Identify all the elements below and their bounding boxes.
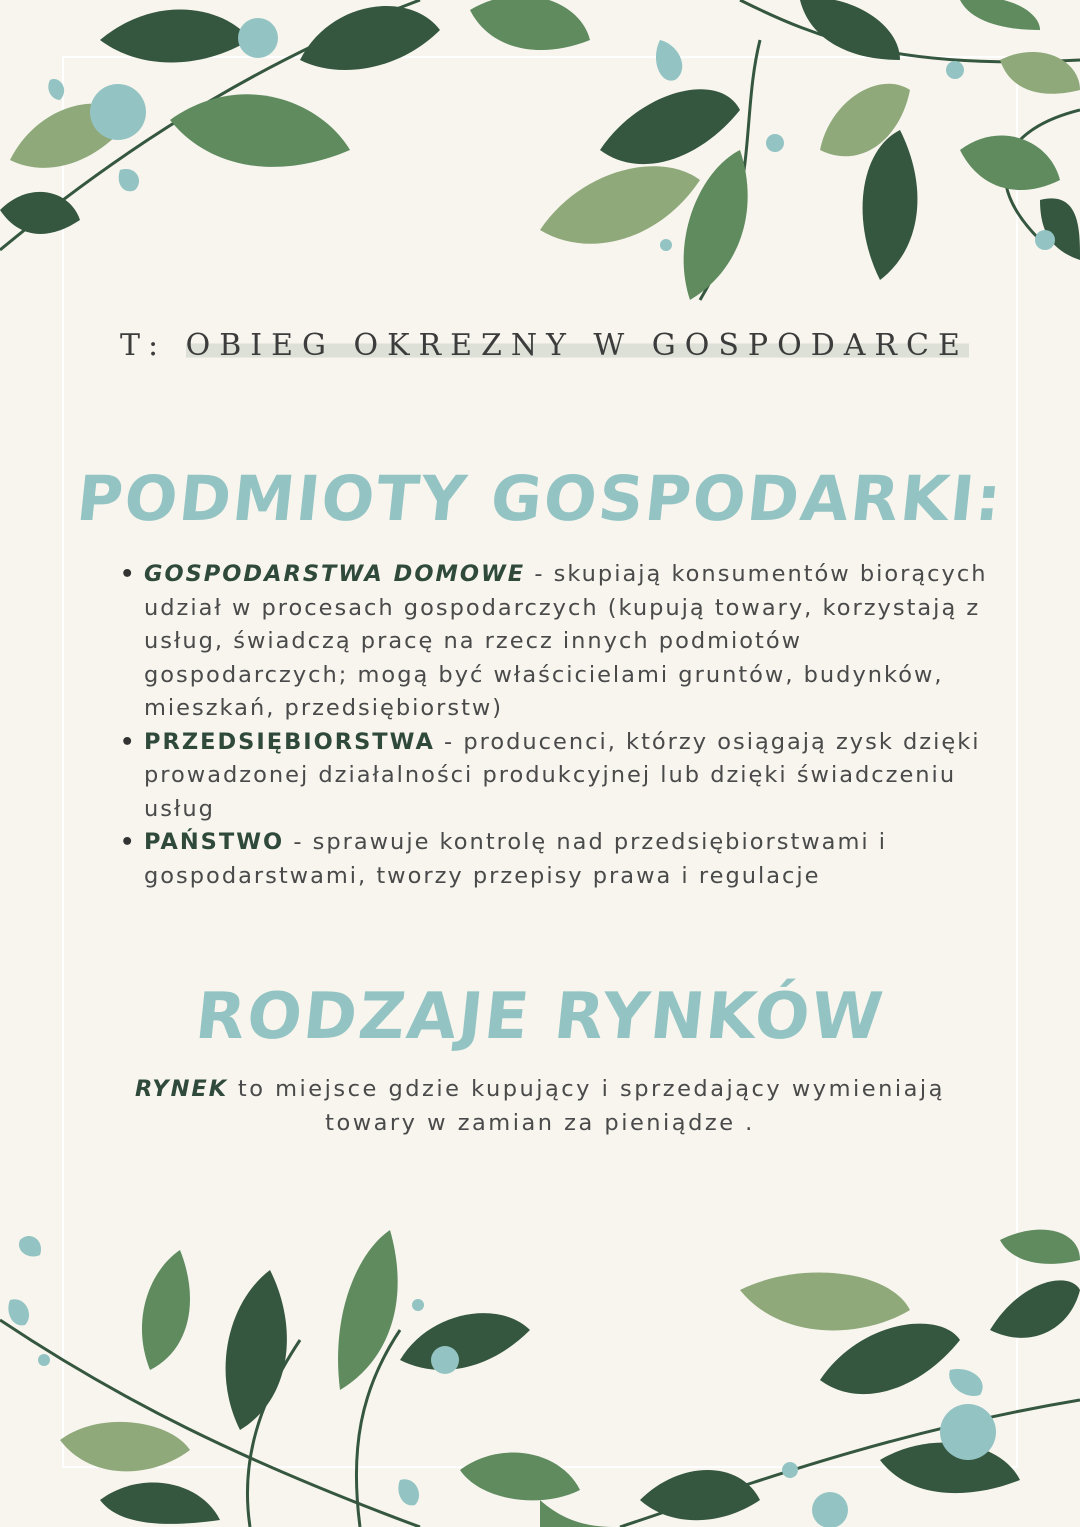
item-term: PAŃSTWO: [144, 829, 285, 855]
top-leaf-vine-icon: [0, 0, 1080, 330]
market-definition: [90, 1072, 990, 1140]
section2-heading: RODZAJE RYNKÓW: [192, 980, 888, 1054]
section1-heading: PODMIOTY GOSPODARKI:: [73, 462, 1007, 535]
item-text: sprawuje kontrolę nad przedsiębiorstwami i gospodarstwami, tworzy przepisy prawa i regulacje: [144, 829, 888, 889]
bullet-icon: •: [120, 728, 137, 755]
bullet-icon: •: [120, 561, 137, 587]
topic-prefix: T:: [120, 328, 168, 363]
bottom-leaf-vine-icon: [0, 1200, 1080, 1527]
topic-title: [120, 328, 1000, 363]
definition-text: to miejsce gdzie kupujący i sprzedający wymieniają towary w zamian za pieniądze .: [237, 1076, 945, 1136]
list-item: • GOSPODARSTWA DOMOWE - skupiają konsumentów biorących udział w procesach gospodarczych (kupują towary, korzystają z usług, świadczą pracę na rzecz innych podmiotów gospodarczych; mogą być właścicielami gruntów, budynków, mieszkań, przedsiębiorstw): [118, 558, 1008, 726]
definition-term: RYNEK: [135, 1076, 229, 1102]
item-term: PRZEDSIĘBIORSTWA: [144, 728, 435, 755]
entities-list: [118, 558, 1008, 893]
list-item: • PAŃSTWO - sprawuje kontrolę nad przedsiębiorstwami i gospodarstwami, tworzy przepisy prawa i regulacje: [118, 826, 1008, 893]
list-item: • PRZEDSIĘBIORSTWA - producenci, którzy osiągają zysk dzięki prowadzonej działalności produkcyjnej lub dzięki świadczeniu usług: [118, 726, 1008, 827]
item-text: producenci, którzy osiągają zysk dzięki prowadzonej działalności produkcyjnej lub dzięki świadczeniu usług: [144, 728, 981, 822]
bullet-icon: •: [120, 829, 137, 855]
item-text: skupiają konsumentów biorących udział w procesach gospodarczych (kupują towary, korzystają z usług, świadczą pracę na rzecz innych podmiotów gospodarczych; mogą być właścicielami gruntów, budynków, mieszkań, przedsiębiorstw): [144, 561, 988, 721]
item-term: GOSPODARSTWA DOMOWE: [144, 561, 526, 587]
topic-text: OBIEG OKREZNY W GOSPODARCE: [185, 328, 969, 363]
